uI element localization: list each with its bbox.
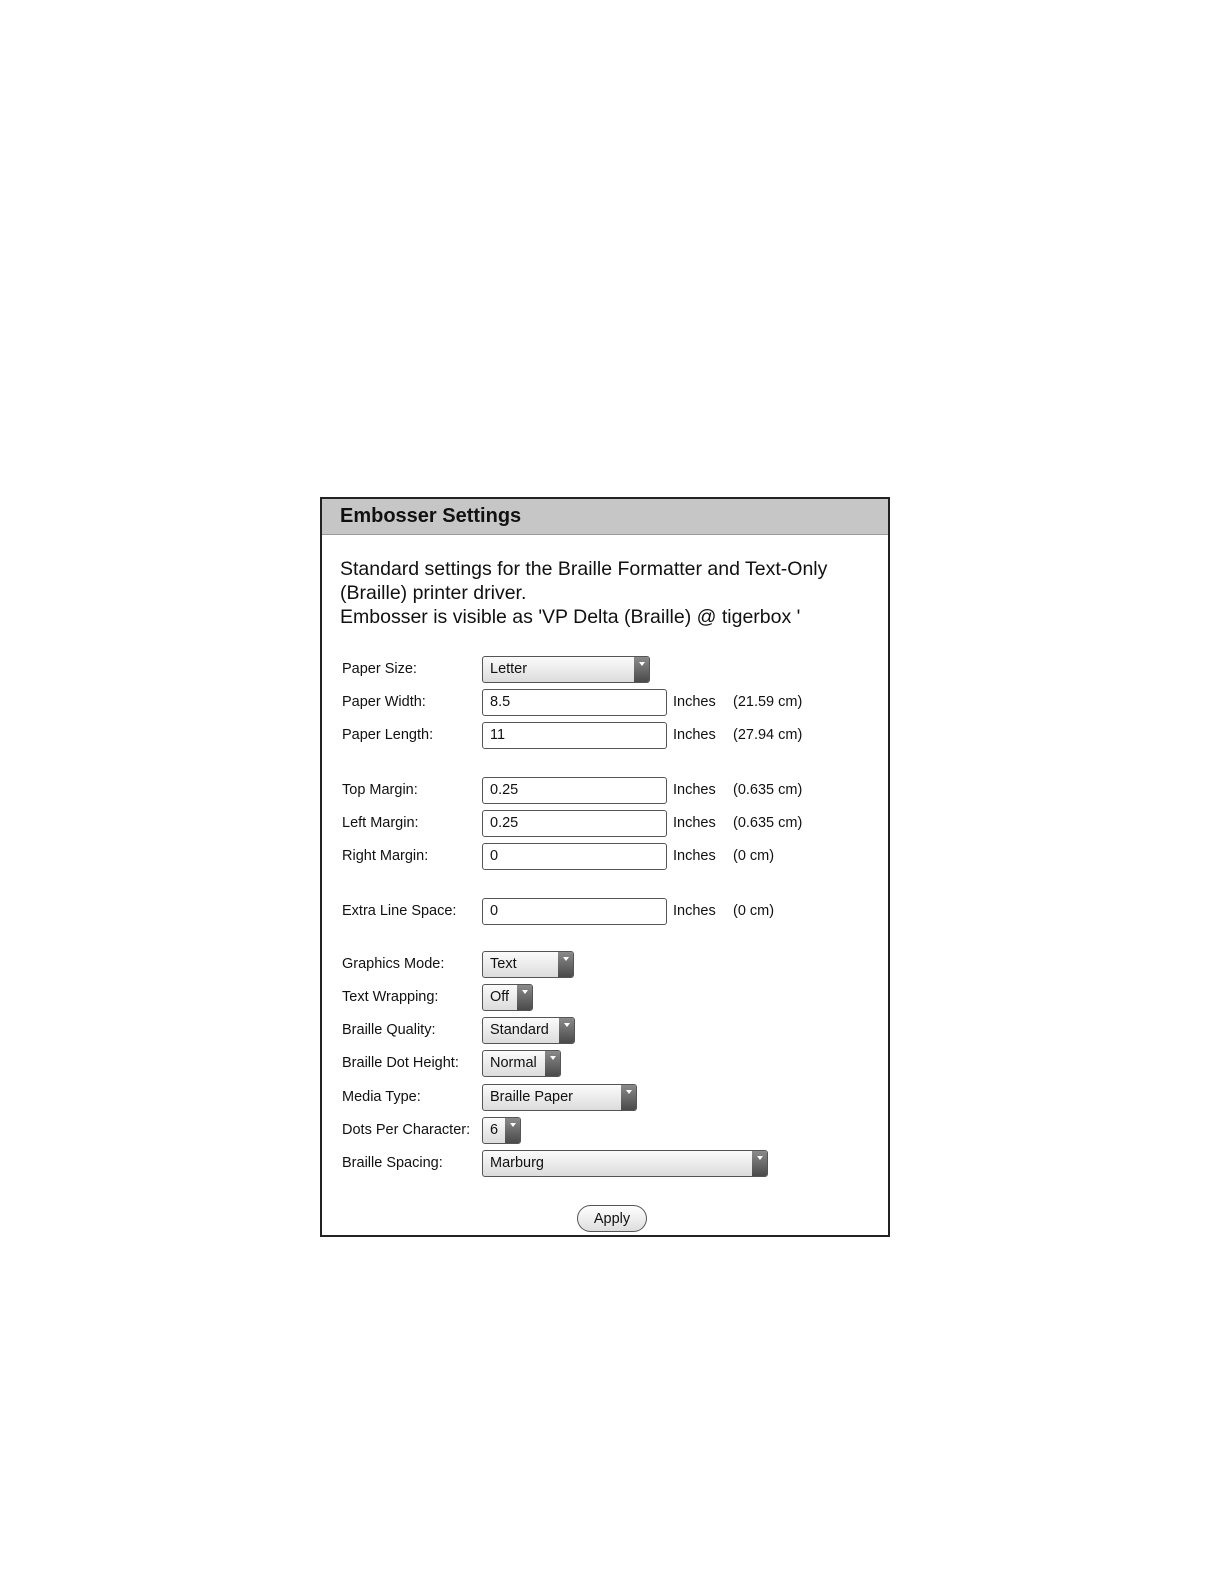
dots-per-character-row — [342, 1116, 521, 1144]
chevron-down-icon — [634, 657, 649, 682]
graphics-mode-value: Text — [490, 956, 517, 972]
paper-width-conversion: (21.59 cm) — [733, 694, 803, 710]
apply-button[interactable]: Apply — [577, 1205, 647, 1232]
media-type-select[interactable] — [482, 1084, 637, 1111]
paper-width-unit: Inches — [673, 694, 716, 710]
extra-line-space-conversion: (0 cm) — [733, 903, 775, 919]
description-line: Embosser is visible as 'VP Delta (Braille) @ tigerbox ' — [340, 606, 801, 628]
left-margin-row — [342, 809, 802, 837]
braille-quality-value: Standard — [490, 1022, 549, 1038]
text-wrapping-row — [342, 983, 533, 1011]
right-margin-label: Right Margin: — [342, 848, 429, 864]
top-margin-unit: Inches — [673, 782, 716, 798]
chevron-down-icon — [505, 1118, 520, 1143]
braille-quality-label: Braille Quality: — [342, 1022, 436, 1038]
braille-dot-height-row — [342, 1049, 561, 1077]
text-wrapping-value: Off — [490, 989, 510, 1005]
dots-per-character-select[interactable] — [482, 1117, 521, 1144]
media-type-label: Media Type: — [342, 1089, 421, 1105]
panel-description — [340, 557, 827, 629]
braille-spacing-select[interactable] — [482, 1150, 768, 1177]
left-margin-label: Left Margin: — [342, 815, 419, 831]
braille-dot-height-label: Braille Dot Height: — [342, 1055, 459, 1071]
right-margin-conversion: (0 cm) — [733, 848, 775, 864]
left-margin-unit: Inches — [673, 815, 716, 831]
paper-width-label: Paper Width: — [342, 694, 426, 710]
paper-length-unit: Inches — [673, 727, 716, 743]
left-margin-conversion: (0.635 cm) — [733, 815, 803, 831]
extra-line-space-input[interactable] — [482, 898, 667, 925]
description-line: (Braille) printer driver. — [340, 582, 527, 604]
left-margin-input[interactable] — [482, 810, 667, 837]
paper-size-row — [342, 655, 650, 683]
paper-width-input[interactable] — [482, 689, 667, 716]
extra-line-space-unit: Inches — [673, 903, 716, 919]
top-margin-conversion: (0.635 cm) — [733, 782, 803, 798]
description-line: Standard settings for the Braille Formatter and Text-Only — [340, 558, 828, 580]
braille-spacing-value: Marburg — [490, 1155, 544, 1171]
graphics-mode-select[interactable] — [482, 951, 574, 978]
chevron-down-icon — [517, 985, 532, 1010]
text-wrapping-label: Text Wrapping: — [342, 989, 439, 1005]
top-margin-row — [342, 776, 802, 804]
chevron-down-icon — [558, 952, 573, 977]
paper-size-select[interactable] — [482, 656, 650, 683]
chevron-down-icon — [559, 1018, 574, 1043]
top-margin-input[interactable] — [482, 777, 667, 804]
chevron-down-icon — [545, 1051, 560, 1076]
braille-dot-height-select[interactable] — [482, 1050, 561, 1077]
braille-spacing-label: Braille Spacing: — [342, 1155, 443, 1171]
right-margin-row — [342, 842, 774, 870]
paper-size-value: Letter — [490, 661, 528, 677]
right-margin-input[interactable] — [482, 843, 667, 870]
paper-length-row — [342, 721, 802, 749]
paper-width-row — [342, 688, 802, 716]
extra-line-space-row — [342, 897, 774, 925]
top-margin-label: Top Margin: — [342, 782, 418, 798]
right-margin-unit: Inches — [673, 848, 716, 864]
embosser-settings-panel — [320, 497, 890, 1237]
paper-length-input[interactable] — [482, 722, 667, 749]
braille-dot-height-value: Normal — [490, 1055, 537, 1071]
graphics-mode-label: Graphics Mode: — [342, 956, 445, 972]
braille-quality-select[interactable] — [482, 1017, 575, 1044]
braille-spacing-row — [342, 1149, 768, 1177]
media-type-row — [342, 1083, 637, 1111]
extra-line-space-label: Extra Line Space: — [342, 903, 457, 919]
dots-per-character-label: Dots Per Character: — [342, 1122, 471, 1138]
paper-size-label: Paper Size: — [342, 661, 417, 677]
chevron-down-icon — [752, 1151, 767, 1176]
media-type-value: Braille Paper — [490, 1089, 574, 1105]
panel-title: Embosser Settings — [322, 499, 888, 535]
dots-per-character-value: 6 — [490, 1122, 499, 1138]
text-wrapping-select[interactable] — [482, 984, 533, 1011]
braille-quality-row — [342, 1016, 575, 1044]
chevron-down-icon — [621, 1085, 636, 1110]
paper-length-conversion: (27.94 cm) — [733, 727, 803, 743]
graphics-mode-row — [342, 950, 574, 978]
paper-length-label: Paper Length: — [342, 727, 434, 743]
